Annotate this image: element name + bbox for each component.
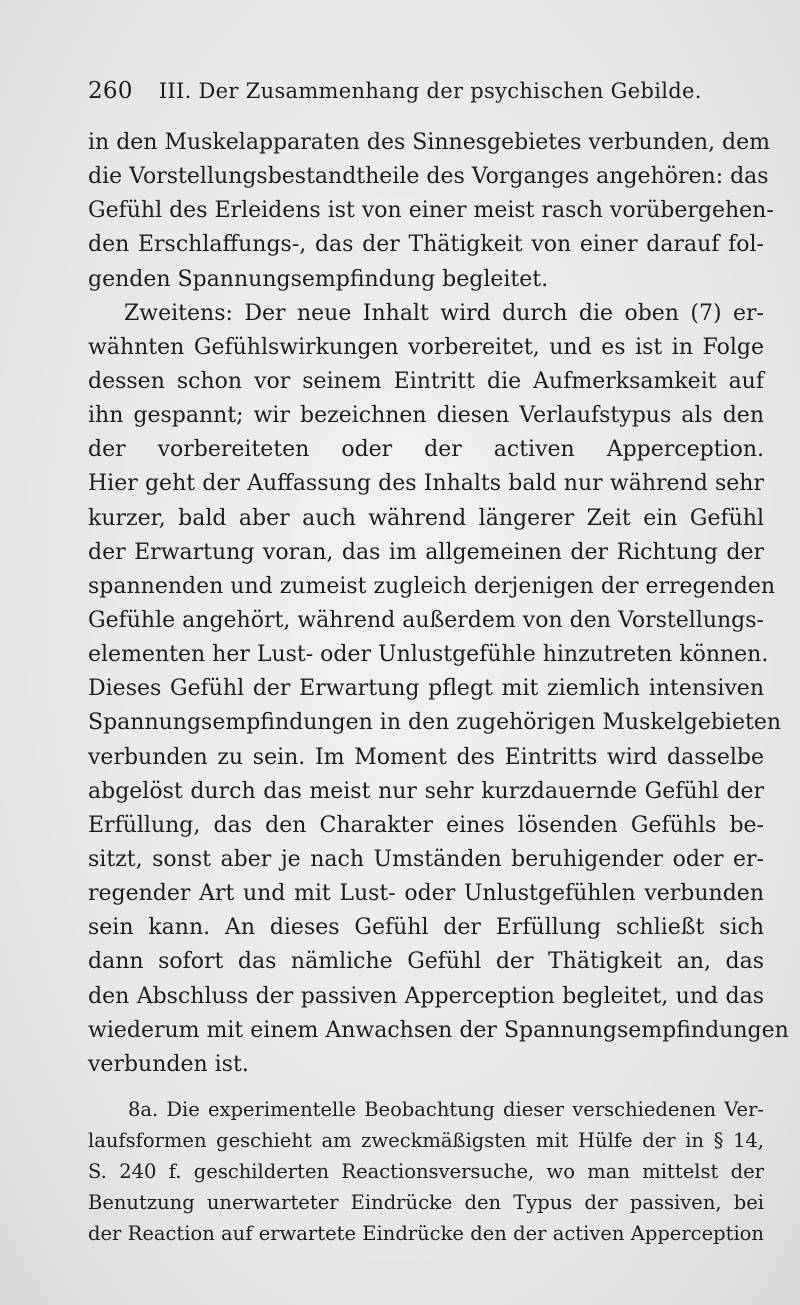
- text-line: elementen her Lust- oder Unlustgefühle hinzutreten können.: [88, 642, 769, 668]
- text-line: Gefühl des Erleidens ist von einer meist rasch vorübergehen-: [88, 198, 774, 224]
- text-line: regender Art und mit Lust- oder Unlustgefühlen verbunden: [88, 881, 764, 907]
- text-line: sitzt, sonst aber je nach Umständen beruhigender oder er-: [88, 846, 764, 872]
- text-line: spannenden und zumeist zugleich derjenigen der erregenden: [88, 573, 776, 599]
- text-line: verbunden zu sein. Im Moment des Eintritts wird dasselbe: [88, 744, 764, 770]
- text-line: wiederum mit einem Anwachsen der Spannungsempfindungen: [88, 1017, 789, 1043]
- text-line: der Erwartung voran, das im allgemeinen der Richtung der: [88, 539, 764, 565]
- text-line: den Abschluss der passiven Apperception begleitet, und das: [88, 983, 764, 1009]
- small-print-note: [88, 1094, 764, 1249]
- text-line: Spannungsempfindungen in den zugehörigen Muskelgebieten: [88, 710, 782, 736]
- text-line: kurzer, bald aber auch während längerer Zeit ein Gefühl: [88, 505, 764, 531]
- running-title: III. Der Zusammenhang der psychischen Gebilde.: [158, 79, 702, 103]
- text-line: ihn gespannt; wir bezeichnen diesen Verlaufstypus als den: [88, 403, 764, 429]
- text-line: Gefühle angehört, während außerdem von den Vorstellungs-: [88, 607, 764, 633]
- text-line: der vorbereiteten oder der activen Apperception.: [88, 437, 764, 463]
- note-line: S. 240 f. geschilderten Reactionsversuche, wo man mittelst der: [88, 1160, 764, 1183]
- page-header: [88, 78, 768, 104]
- note-line: Benutzung unerwarteter Eindrücke den Typus der passiven, bei: [88, 1191, 764, 1214]
- text-line: Dieses Gefühl der Erwartung pflegt mit ziemlich intensiven: [88, 676, 764, 702]
- note-line: laufsformen geschieht am zweckmäßigsten mit Hülfe der in § 14,: [88, 1129, 764, 1152]
- note-line: der Reaction auf erwartete Eindrücke den der activen Apperception: [88, 1222, 764, 1245]
- text-line: Erfüllung, das den Charakter eines lösenden Gefühls be-: [88, 812, 764, 838]
- text-line: wähnten Gefühlswirkungen vorbereitet, und es ist in Folge: [88, 334, 764, 360]
- text-line: Zweitens: Der neue Inhalt wird durch die oben (7) er-: [124, 300, 764, 326]
- text-line: sein kann. An dieses Gefühl der Erfüllung schließt sich: [88, 915, 764, 941]
- text-line: verbunden ist.: [88, 1051, 249, 1077]
- text-line: dessen schon vor seinem Eintritt die Aufmerksamkeit auf: [88, 368, 764, 394]
- text-line: abgelöst durch das meist nur sehr kurzdauernde Gefühl der: [88, 778, 764, 804]
- text-line: den Erschlaffungs-, das der Thätigkeit von einer darauf fol-: [88, 232, 764, 258]
- page-number: 260: [88, 78, 133, 104]
- note-line: 8a. Die experimentelle Beobachtung dieser verschiedenen Ver-: [128, 1098, 764, 1121]
- text-line: genden Spannungsempfindung begleitet.: [88, 266, 549, 292]
- text-line: dann sofort das nämliche Gefühl der Thätigkeit an, das: [88, 949, 764, 975]
- text-line: Hier geht der Auffassung des Inhalts bald nur während sehr: [88, 471, 764, 497]
- text-line: die Vorstellungsbestandtheile des Vorganges angehören: das: [88, 164, 769, 190]
- main-text: [88, 126, 789, 1082]
- text-line: in den Muskelapparaten des Sinnesgebietes verbunden, dem: [88, 130, 771, 155]
